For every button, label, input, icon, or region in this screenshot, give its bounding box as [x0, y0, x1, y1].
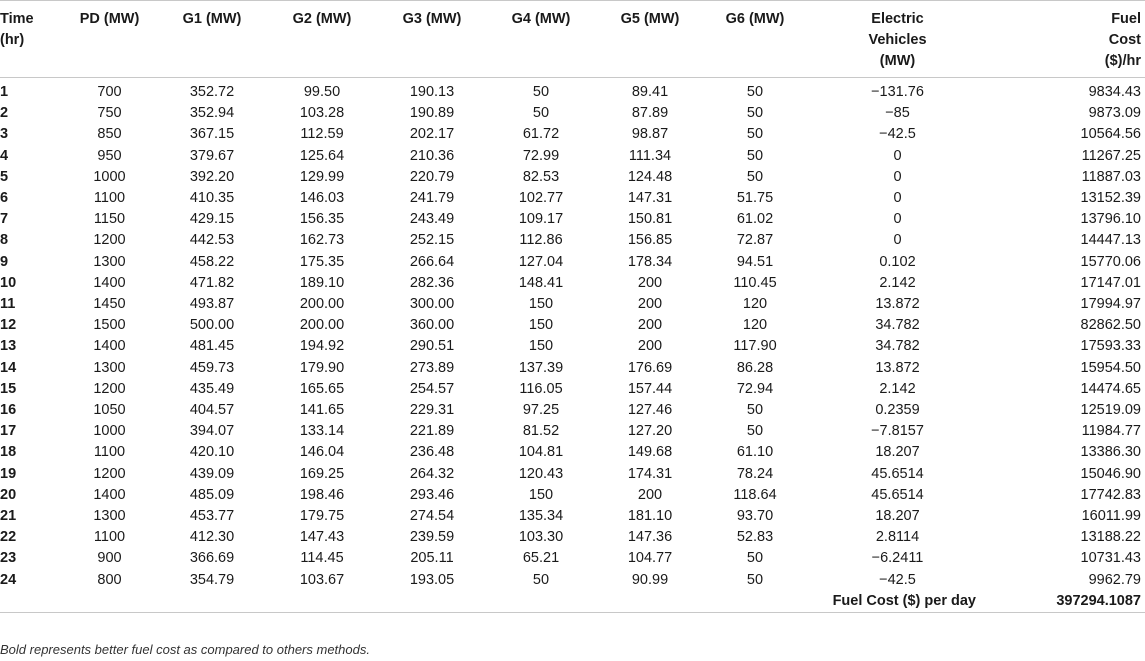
table-cell: 500.00	[189, 317, 235, 334]
table-cell: 50	[532, 571, 550, 588]
table-cell: 181.10	[627, 508, 673, 525]
table-cell: 200	[637, 317, 663, 334]
table-cell: 156.35	[299, 211, 345, 228]
table-cell: 2.8114	[875, 529, 920, 546]
table-cell: 202.17	[409, 126, 455, 143]
table-cell: 99.50	[303, 84, 341, 100]
table-cell: 127.20	[627, 423, 673, 440]
table-cell: 453.77	[189, 508, 235, 525]
table-cell: 50	[532, 84, 550, 100]
table-cell: 190.89	[409, 105, 455, 122]
table-cell: 404.57	[189, 402, 235, 419]
table-cell: 114.45	[300, 550, 344, 567]
table-cell: 157.44	[627, 380, 673, 397]
table-cell: −85	[885, 105, 910, 122]
table-cell: 116.05	[519, 380, 563, 397]
table-cell: 13796.10	[1080, 211, 1141, 228]
table-cell: 442.53	[189, 232, 235, 249]
table-cell: 481.45	[189, 338, 235, 355]
table-cell: 11984.77	[1081, 423, 1141, 440]
column-header: Electric Vehicles (MW)	[868, 11, 927, 69]
table-cell: 2.142	[879, 274, 916, 291]
column-header: Time (hr)	[0, 11, 34, 48]
table-cell: 109.17	[518, 211, 564, 228]
table-cell: 290.51	[409, 338, 455, 355]
table-row	[0, 252, 1145, 273]
table-cell: 429.15	[189, 211, 235, 228]
table-cell: 300.00	[409, 296, 455, 313]
table-cell: 89.41	[631, 84, 669, 100]
table-cell: 93.70	[736, 508, 774, 525]
table-cell: 493.87	[189, 296, 235, 313]
table-cell: 179.90	[299, 359, 345, 376]
time-cell: 9	[0, 253, 9, 270]
table-cell: 150	[528, 486, 554, 503]
table-cell: 127.04	[518, 253, 564, 270]
table-cell: 200.00	[299, 296, 345, 313]
table-cell: 175.35	[299, 253, 345, 270]
table-cell: 50	[746, 423, 764, 440]
table-cell: 220.79	[409, 168, 455, 185]
table-cell: 750	[97, 105, 122, 122]
table-row	[0, 167, 1145, 188]
time-cell: 20	[0, 486, 17, 503]
table-cell: 266.64	[409, 253, 455, 270]
table-cell: 15954.50	[1080, 359, 1141, 376]
table-cell: 137.39	[518, 359, 564, 376]
table-cell: 1300	[93, 253, 126, 270]
table-cell: 34.782	[875, 338, 920, 355]
table-cell: 90.99	[631, 571, 669, 588]
table-cell: 1150	[93, 211, 126, 228]
table-cell: 111.34	[628, 147, 672, 164]
time-cell: 8	[0, 232, 9, 249]
time-cell: 19	[0, 465, 17, 482]
table-cell: 367.15	[189, 126, 235, 143]
table-cell: 700	[97, 84, 122, 100]
table-cell: 1000	[93, 168, 126, 185]
table-cell: 17994.97	[1080, 296, 1141, 313]
table-cell: 241.79	[409, 190, 455, 207]
table-cell: 190.13	[409, 84, 455, 100]
table-cell: −6.2411	[871, 550, 924, 567]
table-cell: 13.872	[875, 296, 920, 313]
time-cell: 23	[0, 550, 17, 567]
time-cell: 15	[0, 380, 17, 397]
time-cell: 7	[0, 211, 9, 228]
column-header: PD (MW)	[79, 11, 140, 27]
table-cell: 61.72	[522, 126, 560, 143]
table-cell: 102.77	[518, 190, 564, 207]
table-cell: 45.6514	[871, 486, 924, 503]
table-cell: 94.51	[736, 253, 774, 270]
table-cell: 412.30	[189, 529, 235, 546]
table-row	[0, 464, 1145, 485]
table-row	[0, 294, 1145, 315]
time-cell: 21	[0, 508, 17, 525]
table-cell: 0	[893, 168, 902, 185]
table-cell: 243.49	[409, 211, 455, 228]
table-cell: 15046.90	[1080, 465, 1141, 482]
table-cell: 282.36	[409, 274, 455, 291]
table-cell: 0	[893, 232, 902, 249]
table-row	[0, 570, 1145, 591]
table-row	[0, 527, 1145, 548]
table-cell: 129.99	[299, 168, 345, 185]
table-cell: 9873.09	[1088, 105, 1141, 122]
table-cell: 61.10	[736, 444, 774, 461]
table-cell: 194.92	[299, 338, 345, 355]
table-cell: 165.65	[299, 380, 345, 397]
table-cell: 174.31	[627, 465, 673, 482]
table-cell: 178.34	[627, 253, 673, 270]
table-cell: 1100	[93, 444, 126, 461]
table-cell: 104.77	[627, 550, 673, 567]
table-cell: 135.34	[518, 508, 564, 525]
table-cell: 229.31	[409, 402, 455, 419]
table-cell: 50	[746, 550, 764, 567]
table-row	[0, 548, 1145, 569]
table-cell: 34.782	[875, 317, 920, 334]
table-cell: 147.43	[299, 529, 345, 546]
total-row	[0, 591, 1145, 613]
table-cell: 86.28	[736, 359, 774, 376]
table-cell: 146.03	[299, 190, 345, 207]
table-cell: −131.76	[871, 84, 924, 100]
table-cell: 120.43	[518, 465, 564, 482]
table-cell: −42.5	[879, 126, 916, 143]
table-cell: 9834.43	[1088, 84, 1141, 100]
table-cell: 120	[742, 296, 768, 313]
time-cell: 1	[0, 84, 9, 100]
table-cell: 72.99	[522, 147, 560, 164]
table-cell: 176.69	[627, 359, 673, 376]
time-cell: 14	[0, 359, 17, 376]
table-cell: 10731.43	[1080, 550, 1141, 567]
table-cell: 150.81	[627, 211, 673, 228]
table-cell: 200	[637, 274, 663, 291]
table-cell: 1300	[93, 359, 126, 376]
time-cell: 2	[0, 105, 9, 122]
table-cell: 146.04	[299, 444, 345, 461]
table-cell: 9962.79	[1088, 571, 1141, 588]
table-cell: −7.8157	[871, 423, 924, 440]
table-cell: 103.28	[299, 105, 345, 122]
table-cell: 0	[893, 211, 902, 228]
column-header: G1 (MW)	[182, 11, 242, 27]
table-cell: 10564.56	[1080, 126, 1141, 143]
table-cell: 87.89	[631, 105, 669, 122]
table-cell: 459.73	[189, 359, 235, 376]
table-cell: 127.46	[627, 402, 673, 419]
table-cell: 200.00	[299, 317, 345, 334]
table-cell: 141.65	[299, 402, 345, 419]
table-cell: 471.82	[189, 274, 235, 291]
table-cell: 81.52	[522, 423, 560, 440]
table-cell: 65.21	[522, 550, 560, 567]
table-cell: 150	[528, 317, 554, 334]
table-cell: 11267.25	[1081, 147, 1141, 164]
time-cell: 24	[0, 571, 17, 588]
table-cell: 72.94	[736, 380, 774, 397]
table-cell: 45.6514	[871, 465, 924, 482]
table-cell: 50	[746, 147, 764, 164]
table-cell: 0	[893, 190, 902, 207]
table-cell: 147.31	[627, 190, 673, 207]
table-cell: 133.14	[299, 423, 345, 440]
table-cell: 439.09	[189, 465, 235, 482]
table-cell: 1500	[93, 317, 126, 334]
table-cell: 72.87	[736, 232, 774, 249]
table-cell: 15770.06	[1080, 253, 1141, 270]
table-row	[0, 188, 1145, 209]
total-label: Fuel Cost ($) per day	[832, 592, 976, 609]
table-cell: 850	[97, 126, 122, 143]
table-cell: 435.49	[189, 380, 235, 397]
time-cell: 17	[0, 423, 17, 440]
table-row	[0, 209, 1145, 230]
table-cell: 14474.65	[1080, 380, 1141, 397]
time-cell: 6	[0, 190, 9, 207]
table-cell: 252.15	[409, 232, 455, 249]
table-row	[0, 78, 1145, 104]
table-cell: 198.46	[299, 486, 345, 503]
table-cell: 50	[746, 402, 764, 419]
table-cell: 410.35	[189, 190, 235, 207]
table-cell: 1200	[93, 465, 126, 482]
table-cell: 112.59	[300, 126, 344, 143]
table-cell: 458.22	[189, 253, 235, 270]
table-cell: 293.46	[409, 486, 455, 503]
table-cell: 98.87	[631, 126, 669, 143]
table-cell: 800	[97, 571, 122, 588]
table-cell: 17147.01	[1080, 274, 1141, 291]
table-cell: 193.05	[409, 571, 455, 588]
table-cell: 16011.99	[1081, 508, 1141, 525]
table-cell: 274.54	[409, 508, 455, 525]
table-cell: 17742.83	[1080, 486, 1141, 503]
table-cell: 0.102	[879, 253, 916, 270]
table-cell: 18.207	[875, 508, 920, 525]
table-cell: 61.02	[736, 211, 774, 228]
table-cell: 210.36	[409, 147, 455, 164]
table-cell: 11887.03	[1081, 168, 1141, 185]
table-row	[0, 103, 1145, 124]
table-row	[0, 442, 1145, 463]
time-cell: 13	[0, 338, 17, 355]
table-cell: 50	[746, 168, 764, 185]
table-cell: 50	[746, 126, 764, 143]
table-cell: 273.89	[409, 359, 455, 376]
time-cell: 16	[0, 402, 17, 419]
table-cell: 78.24	[736, 465, 774, 482]
table-cell: 13188.22	[1080, 529, 1141, 546]
table-cell: 254.57	[409, 380, 455, 397]
table-cell: 2.142	[879, 380, 916, 397]
table-cell: 14447.13	[1080, 232, 1141, 249]
total-value: 397294.1087	[1056, 592, 1141, 609]
table-cell: 1400	[93, 338, 126, 355]
table-cell: 50	[746, 571, 764, 588]
table-cell: 103.67	[299, 571, 345, 588]
table-row	[0, 146, 1145, 167]
time-cell: 4	[0, 147, 9, 164]
table-cell: 13386.30	[1080, 444, 1141, 461]
table-cell: −42.5	[879, 571, 916, 588]
table-row	[0, 400, 1145, 421]
time-cell: 12	[0, 317, 17, 334]
table-cell: 0	[893, 147, 902, 164]
table-cell: 125.64	[299, 147, 345, 164]
table-row	[0, 124, 1145, 145]
table-cell: 392.20	[189, 168, 235, 185]
table-cell: 50	[532, 105, 550, 122]
table-cell: 179.75	[299, 508, 345, 525]
table-cell: 1200	[93, 232, 126, 249]
table-cell: 13152.39	[1080, 190, 1141, 207]
table-cell: 50	[746, 84, 764, 100]
table-cell: 485.09	[189, 486, 235, 503]
table-cell: 110.45	[733, 274, 777, 291]
table-cell: 1450	[93, 296, 126, 313]
table-cell: 352.72	[189, 84, 235, 100]
table-cell: 950	[97, 147, 122, 164]
table-header-row	[0, 1, 1145, 78]
table-cell: 200	[637, 296, 663, 313]
table-cell: 221.89	[409, 423, 455, 440]
table-cell: 124.48	[627, 168, 673, 185]
table-cell: 103.30	[518, 529, 564, 546]
table-cell: 236.48	[409, 444, 455, 461]
table-cell: 0.2359	[875, 402, 920, 419]
time-cell: 3	[0, 126, 9, 143]
time-cell: 11	[0, 296, 16, 313]
time-cell: 10	[0, 274, 17, 291]
table-cell: 147.36	[627, 529, 673, 546]
table-cell: 352.94	[189, 105, 235, 122]
table-cell: 97.25	[522, 402, 560, 419]
column-header: G6 (MW)	[725, 11, 785, 27]
table-cell: 120	[742, 317, 768, 334]
column-header: G2 (MW)	[292, 11, 352, 27]
table-cell: 354.79	[189, 571, 235, 588]
column-header: G5 (MW)	[620, 11, 680, 27]
table-cell: 900	[97, 550, 122, 567]
table-row	[0, 315, 1145, 336]
time-cell: 18	[0, 444, 17, 461]
table-cell: 18.207	[875, 444, 920, 461]
column-header: Fuel Cost ($)/hr	[1104, 11, 1141, 69]
table-cell: 51.75	[736, 190, 774, 207]
table-cell: 17593.33	[1080, 338, 1141, 355]
table-cell: 189.10	[299, 274, 345, 291]
table-body	[0, 78, 1145, 613]
table-cell: 264.32	[409, 465, 455, 482]
table-cell: 112.86	[519, 232, 563, 249]
table-row	[0, 273, 1145, 294]
table-cell: 118.64	[733, 486, 777, 503]
table-cell: 162.73	[299, 232, 345, 249]
table-cell: 150	[528, 296, 554, 313]
time-cell: 5	[0, 168, 9, 185]
table-cell: 149.68	[627, 444, 673, 461]
table-cell: 239.59	[409, 529, 455, 546]
table-cell: 12519.09	[1080, 402, 1141, 419]
column-header: G4 (MW)	[511, 11, 571, 27]
table-cell: 205.11	[410, 550, 454, 567]
table-cell: 1400	[93, 274, 126, 291]
table-cell: 1000	[93, 423, 126, 440]
table-cell: 52.83	[736, 529, 774, 546]
table-cell: 104.81	[518, 444, 564, 461]
table-cell: 379.67	[189, 147, 235, 164]
table-row	[0, 358, 1145, 379]
table-row	[0, 506, 1145, 527]
table-row	[0, 230, 1145, 251]
table-cell: 394.07	[189, 423, 235, 440]
table-cell: 117.90	[733, 338, 777, 355]
table-cell: 13.872	[875, 359, 920, 376]
time-cell: 22	[0, 529, 17, 546]
table-cell: 200	[637, 338, 663, 355]
table-row	[0, 485, 1145, 506]
table-cell: 420.10	[189, 444, 235, 461]
table-cell: 150	[528, 338, 554, 355]
table-cell: 148.41	[518, 274, 564, 291]
table-cell: 1050	[93, 402, 126, 419]
table-cell: 82862.50	[1080, 317, 1141, 334]
table-cell: 1100	[93, 529, 126, 546]
table-cell: 1200	[93, 380, 126, 397]
table-cell: 360.00	[409, 317, 455, 334]
table-footnote: Bold represents better fuel cost as compared to others methods.	[0, 642, 370, 657]
table-cell: 200	[637, 486, 663, 503]
table-cell: 1400	[93, 486, 126, 503]
table-row	[0, 336, 1145, 357]
table-cell: 1100	[93, 190, 126, 207]
table-cell: 82.53	[522, 168, 560, 185]
table-cell: 1300	[93, 508, 126, 525]
table-cell: 366.69	[189, 550, 235, 567]
table-row	[0, 379, 1145, 400]
table-cell: 50	[746, 105, 764, 122]
table-cell: 156.85	[627, 232, 673, 249]
column-header: G3 (MW)	[402, 11, 462, 27]
table-cell: 169.25	[299, 465, 345, 482]
table-row	[0, 421, 1145, 442]
